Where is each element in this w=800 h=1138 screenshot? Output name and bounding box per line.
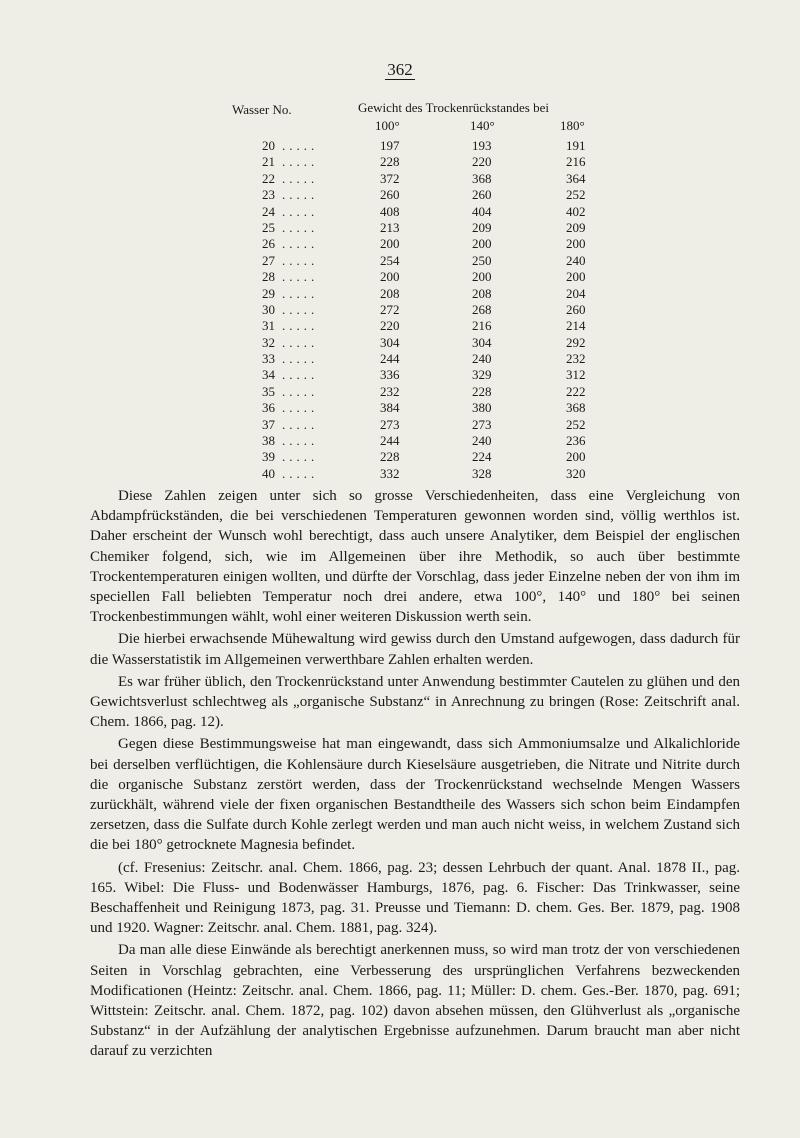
wasser-no: 33 — [262, 351, 275, 367]
wasser-no: 37 — [262, 416, 275, 432]
leader-dots: ..... — [282, 416, 319, 432]
value-140: 193 — [472, 138, 492, 153]
table-row — [0, 204, 800, 220]
value-140: 250 — [472, 252, 492, 268]
value-140: 304 — [472, 334, 492, 350]
leader-dots: ..... — [282, 252, 319, 268]
table-row — [0, 367, 800, 383]
value-100: 273 — [380, 416, 400, 432]
leader-dots: ..... — [282, 236, 319, 252]
value-140: 240 — [472, 433, 492, 449]
value-100: 408 — [380, 203, 400, 219]
value-180: 216 — [566, 154, 586, 170]
leader-dots: ..... — [282, 449, 319, 465]
leader-dots: ..... — [282, 203, 319, 219]
column-header-wasser-no: Wasser No. — [232, 102, 292, 117]
value-180: 320 — [566, 465, 586, 481]
value-180: 222 — [566, 383, 586, 399]
value-140: 328 — [472, 465, 492, 481]
wasser-no: 21 — [262, 154, 275, 170]
table-row — [0, 417, 800, 433]
value-180: 200 — [566, 269, 586, 285]
value-100: 228 — [380, 154, 400, 170]
value-180: 240 — [566, 252, 586, 268]
value-140: 329 — [472, 367, 492, 383]
table-row — [0, 138, 800, 154]
table-row — [0, 154, 800, 170]
wasser-no: 31 — [262, 318, 275, 334]
value-140: 208 — [472, 285, 492, 301]
value-180: 252 — [566, 416, 586, 432]
value-140: 240 — [472, 351, 492, 367]
wasser-no: 32 — [262, 334, 275, 350]
value-140: 209 — [472, 219, 492, 235]
column-header-140: 140° — [470, 118, 495, 133]
paragraph-3: Es war früher üblich, den Trockenrückstand unter Anwendung bestimmter Cautelen zu glühen und den Gewichtsverlust schlechtweg als „organische Substanz“ in Anrechnung zu bringen (Rose: Zeitschrift anal. Chem. 1866, pag. 12). — [90, 673, 740, 731]
column-header-100: 100° — [375, 118, 400, 133]
table-row — [0, 466, 800, 482]
value-180: 260 — [566, 301, 586, 317]
wasser-no: 36 — [262, 400, 275, 416]
value-180: 191 — [566, 138, 586, 153]
table-row — [0, 269, 800, 285]
value-180: 236 — [566, 433, 586, 449]
value-180: 232 — [566, 351, 586, 367]
value-140: 268 — [472, 301, 492, 317]
value-100: 244 — [380, 433, 400, 449]
value-180: 402 — [566, 203, 586, 219]
leader-dots: ..... — [282, 400, 319, 416]
leader-dots: ..... — [282, 351, 319, 367]
value-140: 224 — [472, 449, 492, 465]
value-100: 260 — [380, 187, 400, 203]
leader-dots: ..... — [282, 301, 319, 317]
wasser-no: 26 — [262, 236, 275, 252]
value-100: 220 — [380, 318, 400, 334]
table-row — [0, 318, 800, 334]
wasser-no: 39 — [262, 449, 275, 465]
value-180: 209 — [566, 219, 586, 235]
value-140: 404 — [472, 203, 492, 219]
value-140: 368 — [472, 170, 492, 186]
wasser-no: 35 — [262, 383, 275, 399]
value-100: 228 — [380, 449, 400, 465]
wasser-no: 38 — [262, 433, 275, 449]
value-100: 200 — [380, 269, 400, 285]
leader-dots: ..... — [282, 154, 319, 170]
wasser-no: 34 — [262, 367, 275, 383]
wasser-no: 22 — [262, 170, 275, 186]
paragraph-6: Da man alle diese Einwände als berechtigt anerkennen muss, so wird man trotz der von verschiedenen Seiten in Vorschlag gebrachten, eine Verbesserung des ursprünglichen Verfahrens bezweckenden Modificationen (Heintz: Zeitschr. anal. Chem. 1866, pag. 11; Müller: D. chem. Ges.-Ber. 1870, pag. 691; Wittstein: Zeitschr. anal. Chem. 1872, pag. 102) davon absehen müssen, den Glühverlust als „organische Substanz“ in der Aufzählung der analytischen Ergebnisse aufzunehmen. Darum braucht man aber nicht darauf zu verzichten — [90, 942, 740, 1060]
table-row — [0, 335, 800, 351]
leader-dots: ..... — [282, 187, 319, 203]
value-100: 304 — [380, 334, 400, 350]
table-row — [0, 220, 800, 236]
leader-dots: ..... — [282, 367, 319, 383]
value-140: 228 — [472, 383, 492, 399]
paragraph-5-references: (cf. Fresenius: Zeitschr. anal. Chem. 1866, pag. 23; dessen Lehrbuch der quant. Anal. 1878 II., pag. 165. Wibel: Die Fluss- und Bodenwässer Hamburgs, 1876, pag. 6. Fischer: Das Trinkwasser, seine Beschaffenheit und Reinigung 1873, pag. 31. Preusse und Tiemann: D. chem. Ges. Ber. 1879, pag. 1908 und 1920. Wagner: Zeitschr. anal. Chem. 1881, pag. 324). — [90, 859, 740, 937]
table-row — [0, 351, 800, 367]
value-180: 368 — [566, 400, 586, 416]
value-100: 336 — [380, 367, 400, 383]
value-100: 372 — [380, 170, 400, 186]
value-140: 220 — [472, 154, 492, 170]
wasser-no: 40 — [262, 465, 275, 481]
body-text — [90, 486, 740, 1064]
wasser-no: 30 — [262, 301, 275, 317]
table-row — [0, 253, 800, 269]
value-100: 232 — [380, 383, 400, 399]
table-row — [0, 236, 800, 252]
wasser-no: 29 — [262, 285, 275, 301]
leader-dots: ..... — [282, 138, 319, 153]
leader-dots: ..... — [282, 318, 319, 334]
column-header-gewicht: Gewicht des Trockenrückstandes bei — [358, 100, 549, 115]
table-body — [0, 138, 800, 482]
leader-dots: ..... — [282, 334, 319, 350]
value-100: 332 — [380, 465, 400, 481]
value-100: 254 — [380, 252, 400, 268]
value-140: 273 — [472, 416, 492, 432]
value-140: 200 — [472, 236, 492, 252]
value-180: 200 — [566, 449, 586, 465]
value-140: 380 — [472, 400, 492, 416]
value-140: 216 — [472, 318, 492, 334]
leader-dots: ..... — [282, 465, 319, 481]
leader-dots: ..... — [282, 433, 319, 449]
value-180: 252 — [566, 187, 586, 203]
table-row — [0, 400, 800, 416]
value-100: 208 — [380, 285, 400, 301]
value-100: 197 — [380, 138, 400, 153]
table-row — [0, 433, 800, 449]
table-row — [0, 449, 800, 465]
value-100: 200 — [380, 236, 400, 252]
paragraph-4: Gegen diese Bestimmungsweise hat man eingewandt, dass sich Ammoniumsalze und Alkalichloride bei derselben verflüchtigen, die Kohlensäure durch Kieselsäure ausgetrieben, die Nitrate und Nitrite durch die organische Substanz zerstört werden, dass der Trockenrückstand wechselnde Mengen Wassers zurückhält, während viele der fixen organischen Bestandtheile des Wassers sich schon beim Eindampfen zersetzen, dass die Sulfate durch Kohle zerlegt werden und man auch nicht weiss, in welchem Zustand sich die bei 180° getrocknete Magnesia befindet. — [90, 736, 740, 854]
leader-dots: ..... — [282, 219, 319, 235]
table-row — [0, 302, 800, 318]
value-100: 244 — [380, 351, 400, 367]
value-180: 200 — [566, 236, 586, 252]
wasser-no: 28 — [262, 269, 275, 285]
wasser-no: 25 — [262, 219, 275, 235]
wasser-no: 24 — [262, 203, 275, 219]
leader-dots: ..... — [282, 383, 319, 399]
value-140: 200 — [472, 269, 492, 285]
table-row — [0, 171, 800, 187]
column-header-180: 180° — [560, 118, 585, 133]
value-180: 364 — [566, 170, 586, 186]
table-row — [0, 286, 800, 302]
leader-dots: ..... — [282, 285, 319, 301]
value-180: 214 — [566, 318, 586, 334]
paragraph-1: Diese Zahlen zeigen unter sich so grosse Verschiedenheiten, dass eine Vergleichung von Abdampfrückständen, die bei verschiedenen Temperaturen gewonnen worden sind, völlig werthlos ist. Daher erscheint der Wunsch wohl berechtigt, dass auch unsere Analytiker, dem Beispiel der englischen Chemiker folgend, sich, wie im Allgemeinen über ihre Methodik, so auch über bestimmte Trockentemperaturen einigen wollten, und dürfte der Vorschlag, dass jeder Einzelne neben der von ihm im speciellen Fall beliebten Temperatur noch drei andere, etwa 100°, 140° und 180° bei seinen Trockenbestimmungen wählt, wohl einer weiteren Diskussion werth sein. — [90, 488, 740, 626]
value-180: 312 — [566, 367, 586, 383]
leader-dots: ..... — [282, 170, 319, 186]
value-140: 260 — [472, 187, 492, 203]
table-row — [0, 384, 800, 400]
page-number: 362 — [387, 60, 413, 79]
value-100: 384 — [380, 400, 400, 416]
value-180: 292 — [566, 334, 586, 350]
value-100: 213 — [380, 219, 400, 235]
wasser-no: 23 — [262, 187, 275, 203]
wasser-no: 27 — [262, 252, 275, 268]
table-row — [0, 187, 800, 203]
leader-dots: ..... — [282, 269, 319, 285]
wasser-no: 20 — [262, 138, 275, 153]
value-100: 272 — [380, 301, 400, 317]
paragraph-2: Die hierbei erwachsende Mühewaltung wird gewiss durch den Umstand aufgewogen, dass dadurch für die Wasserstatistik im Allgemeinen verwerthbare Zahlen erhalten werden. — [90, 631, 740, 668]
value-180: 204 — [566, 285, 586, 301]
